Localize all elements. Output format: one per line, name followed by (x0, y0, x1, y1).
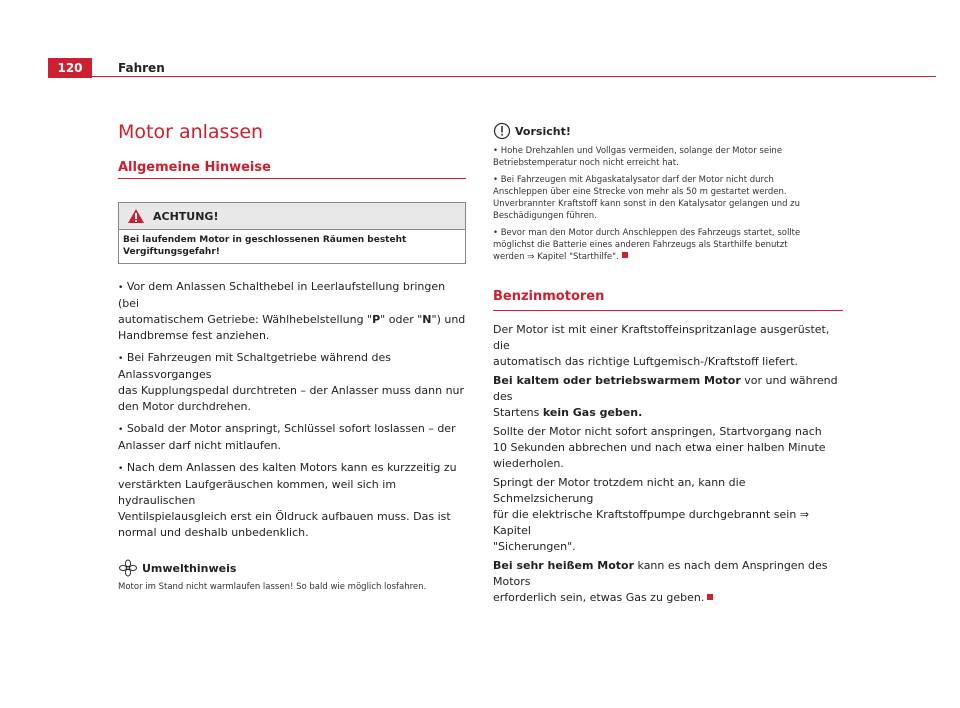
section-title-general: Allgemeine Hinweise (118, 160, 271, 175)
page-header (48, 58, 936, 78)
line: Anschleppen über eine Strecke von mehr als 50 m gestartet werden. (493, 187, 787, 197)
line: Sobald der Motor anspringt, Schlüssel sofort loslassen – der (126, 422, 456, 435)
gear-n: N (422, 313, 432, 326)
line: kann es nach dem Anspringen des Motors (493, 559, 828, 588)
line: verstärkten Laufgeräuschen kommen, weil sich im hydraulischen (118, 478, 397, 507)
emphasis: Bei kaltem oder betriebswarmem Motor (493, 374, 741, 387)
line: automatischem Getriebe: Wählhebelstellung " (118, 313, 373, 326)
line: erforderlich sein, etwas Gas zu geben. (493, 591, 705, 604)
line: werden ⇒ Kapitel "Starthilfe". (493, 252, 619, 262)
bullet-symbol: • (118, 464, 124, 474)
caution-label: Vorsicht! (515, 124, 571, 138)
header-rule (48, 76, 936, 77)
paragraph (493, 373, 843, 421)
environment-note-header (118, 559, 466, 577)
line: " oder " (380, 313, 423, 326)
line: Vor dem Anlassen Schalthebel in Leerlaufstellung bringen (bei (118, 280, 446, 310)
bullet-symbol: • (118, 354, 124, 364)
bullet-symbol: • (118, 425, 124, 435)
warning-box (118, 202, 466, 264)
line: Springt der Motor trotzdem nicht an, kann die Schmelzsicherung (493, 476, 746, 505)
list-item (493, 145, 843, 169)
emphasis: Bei sehr heißem Motor (493, 559, 635, 572)
line: möglichst die Batterie eines anderen Fahrzeugs als Starthilfe benutzt (493, 240, 788, 250)
line: • Bei Fahrzeugen mit Abgaskatalysator darf der Motor nicht durch (493, 175, 774, 185)
paragraph (493, 475, 843, 555)
left-column (118, 118, 466, 593)
line: Nach dem Anlassen des kalten Motors kann es kurzzeitig zu (126, 461, 457, 474)
warning-header (119, 203, 465, 230)
line: vor und während des (493, 374, 838, 403)
line: Betriebstemperatur noch nicht erreicht hat. (493, 158, 679, 168)
list-item (118, 350, 466, 415)
right-column (493, 122, 843, 606)
list-item (493, 227, 843, 263)
line: ") und (431, 313, 466, 326)
emphasis: kein Gas geben. (542, 406, 643, 419)
line: Ventilspielausgleich erst ein Öldruck aufbauen muss. Das ist (118, 510, 451, 523)
bullet-list (118, 279, 466, 541)
line: Unverbrannter Kraftstoff kann sonst in den Katalysator gelangen und zu (493, 199, 801, 209)
caution-list (493, 145, 843, 263)
warning-text (119, 230, 465, 263)
list-item (118, 460, 466, 541)
line: Der Motor ist mit einer Kraftstoffeinspritzanlage ausgerüstet, die (493, 323, 830, 352)
running-section-title: Fahren (118, 61, 165, 75)
bullet-symbol: • (118, 283, 124, 293)
section-title-petrol: Benzinmotoren (493, 289, 605, 304)
page-number: 120 (48, 58, 92, 78)
line: Beschädigungen führen. (493, 211, 597, 221)
environment-note-label: Umwelthinweis (142, 561, 237, 575)
paragraph (493, 424, 843, 472)
line: "Sicherungen". (493, 540, 576, 553)
end-marker (707, 594, 713, 600)
warning-line: Vergiftungsgefahr! (123, 247, 220, 257)
line: • Bevor man den Motor durch Anschleppen des Fahrzeugs startet, sollte (493, 228, 801, 238)
section-rule (118, 178, 466, 179)
flower-icon (118, 559, 138, 577)
warning-triangle-icon (127, 208, 145, 224)
line: den Motor durchdrehen. (118, 400, 251, 413)
line: • Hohe Drehzahlen und Vollgas vermeiden, solange der Motor seine (493, 146, 783, 156)
line: Bei Fahrzeugen mit Schaltgetriebe während des Anlassvorganges (118, 351, 392, 381)
end-marker (622, 252, 628, 258)
exclamation-circle-icon (493, 122, 511, 140)
line: wiederholen. (493, 457, 564, 470)
line: automatisch das richtige Luftgemisch-/Kraftstoff liefert. (493, 355, 799, 368)
line: Sollte der Motor nicht sofort anspringen, Startvorgang nach (493, 425, 822, 438)
line: das Kupplungspedal durchtreten – der Anlasser muss dann nur (118, 384, 465, 397)
list-item (118, 421, 466, 454)
warning-line: Bei laufendem Motor in geschlossenen Räumen besteht (123, 235, 407, 245)
section-rule (493, 310, 843, 311)
line: Startens (493, 406, 543, 419)
list-item (493, 174, 843, 222)
gear-p: P (372, 313, 381, 326)
caution-header (493, 122, 843, 140)
petrol-text (493, 322, 843, 606)
paragraph (493, 558, 843, 606)
line: Anlasser darf nicht mitlaufen. (118, 439, 281, 452)
line: für die elektrische Kraftstoffpumpe durchgebrannt sein ⇒ Kapitel (493, 508, 810, 537)
line: 10 Sekunden abbrechen und nach etwa einer halben Minute (493, 441, 826, 454)
list-item (118, 279, 466, 344)
paragraph (493, 322, 843, 370)
line: Handbremse fest anziehen. (118, 329, 270, 342)
line: normal und deshalb unbedenklich. (118, 526, 309, 539)
chapter-title: Motor anlassen (118, 121, 264, 143)
environment-note-text: Motor im Stand nicht warmlaufen lassen! So bald wie möglich losfahren. (118, 582, 427, 592)
warning-label: ACHTUNG! (153, 209, 219, 223)
